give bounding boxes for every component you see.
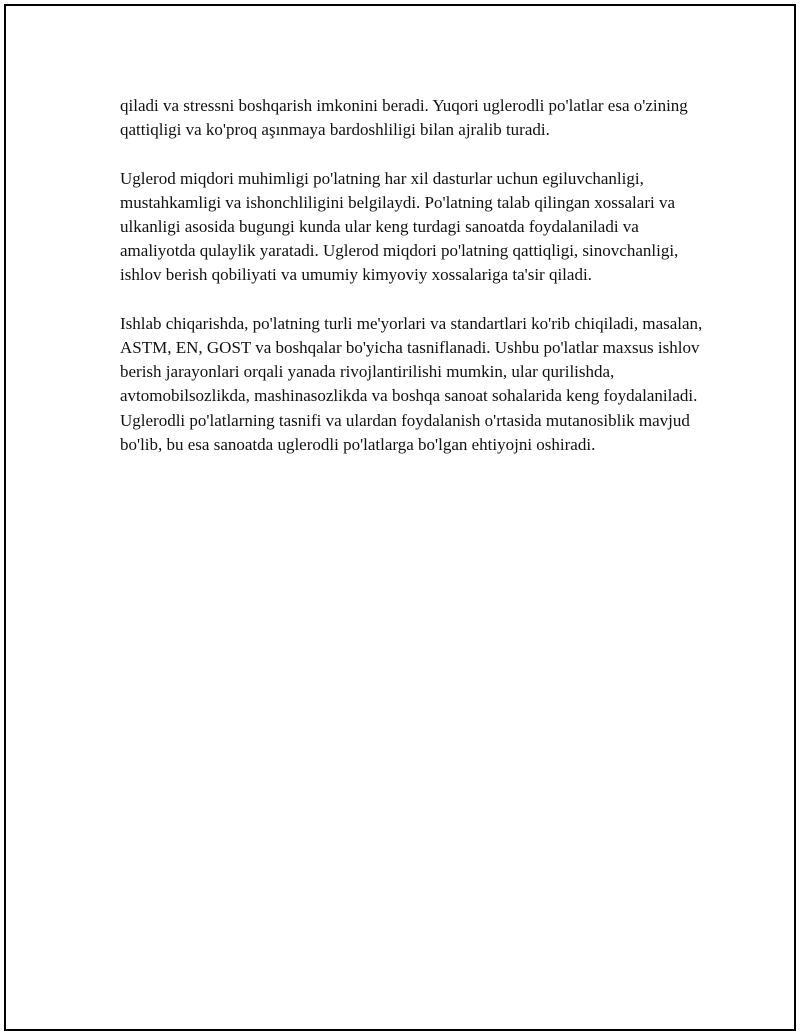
paragraph-1: qiladi va stressni boshqarish imkonini beradi. Yuqori uglerodli po'latlar esa o'zining qattiqligi va ko'proq aşınmaya bardoshliligi bilan ajralib turadi. <box>120 96 688 140</box>
paragraph-2: Uglerod miqdori muhimligi po'latning har xil dasturlar uchun egiluvchanligi, mustahkamligi va ishonchliligini belgilaydi. Po'latning talab qilingan xossalari va ulkanligi asosida bugungi kunda ular keng turdagi sanoatda foydalaniladi va amaliyotda qulaylik yaratadi. Uglerod miqdori po'latning qattiqligi, sinovchanligi, ishlov berish qobiliyati va umumiy kimyoviy xossalariga ta'sir qiladi. <box>120 168 679 285</box>
paragraph-3: Ishlab chiqarishda, po'latning turli me'yorlari va standartlari ko'rib chiqiladi, masalan, ASTM, EN, GOST va boshqalar bo'yicha tasniflanadi. Ushbu po'latlar maxsus ishlov berish jarayonlari orqali yanada rivojlantirilishi mumkin, ular qurilishda, avtomobilsozlikda, mashinasozlikda va boshqa sanoat sohalarida keng foydalaniladi. Uglerodli po'latlarning tasnifi va ulardan foydalanish o'rtasida mutanosiblik mavjud bo'lib, bu esa sanoatda uglerodli po'latlarga bo'lgan ehtiyojni oshiradi. <box>120 313 703 454</box>
document-body <box>120 94 710 481</box>
document-page <box>4 4 796 1031</box>
